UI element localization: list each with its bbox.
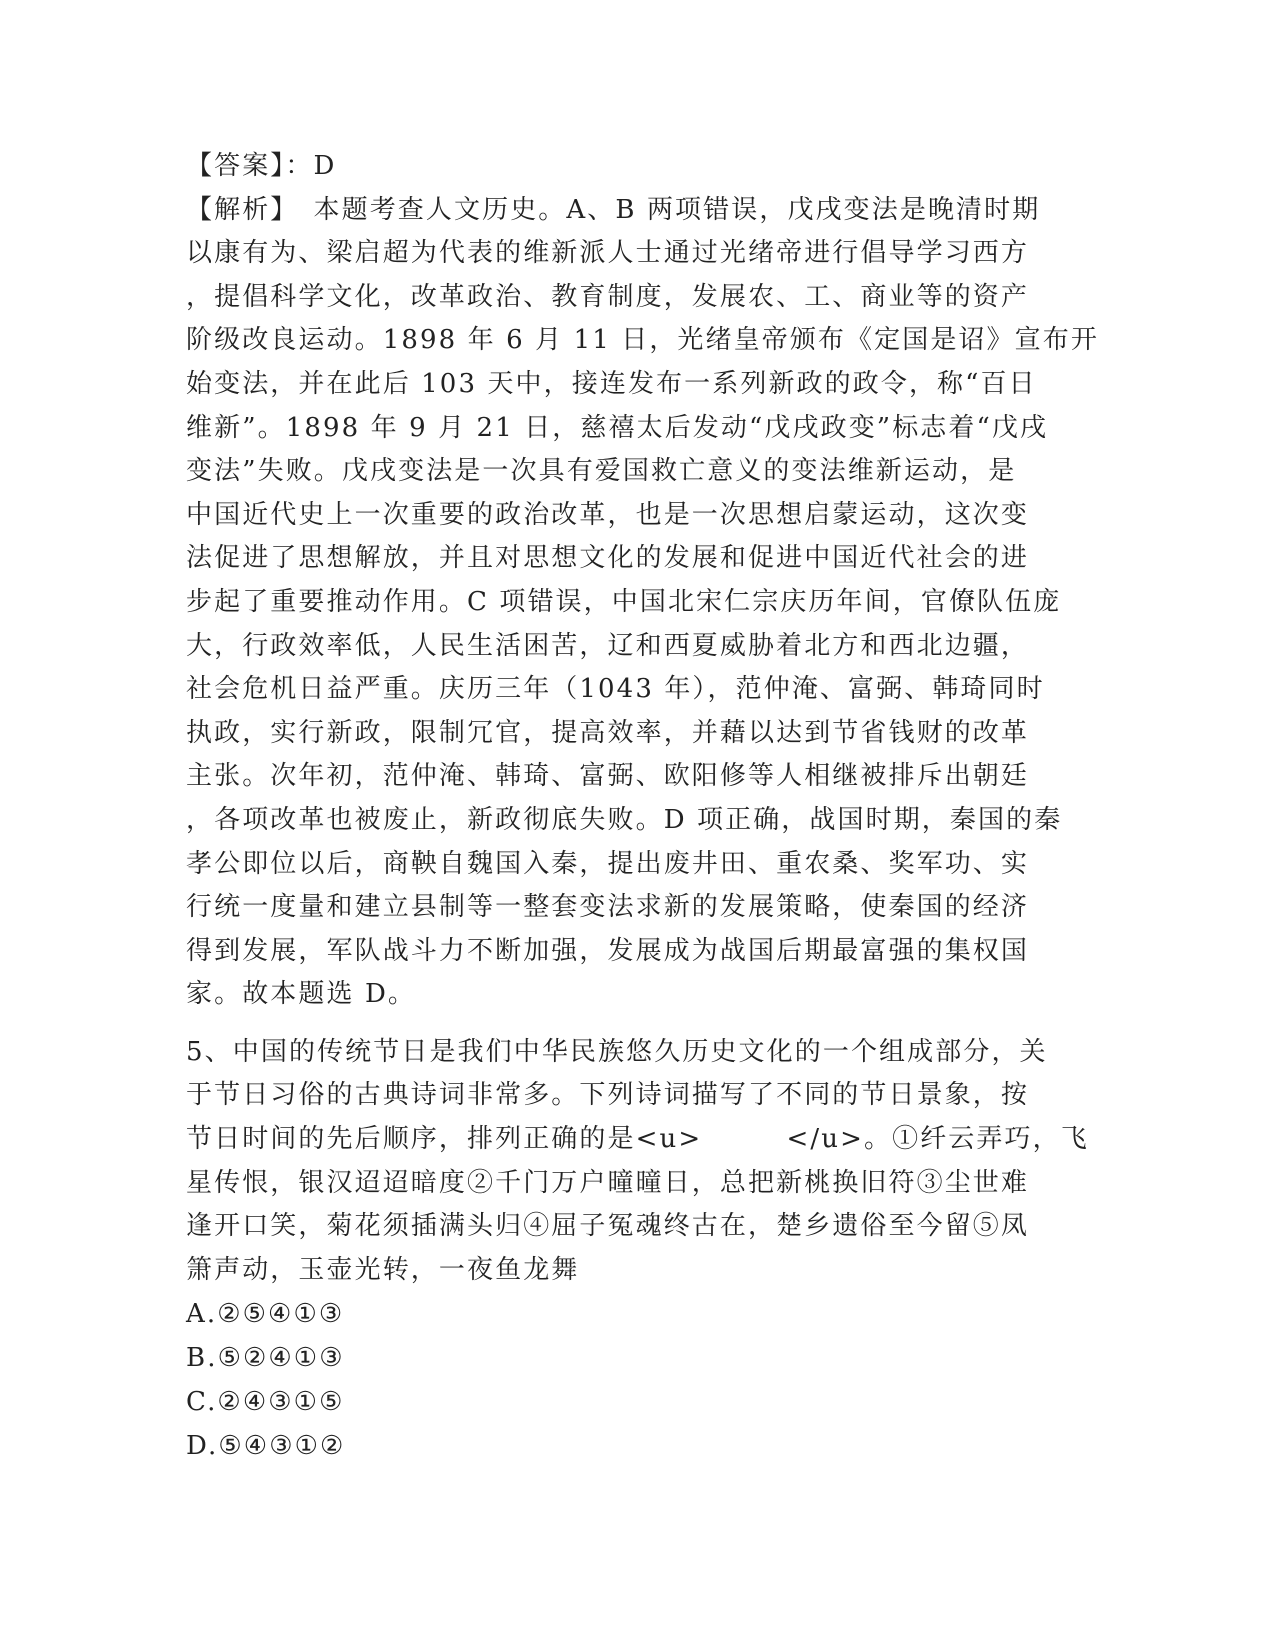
explanation-line: 家。故本题选 D。 — [186, 979, 417, 1010]
section-gap — [186, 1017, 1076, 1031]
option-d: D.⑤④③①② — [186, 1431, 346, 1462]
explanation-line: 社会危机日益严重。庆历三年（1043 年），范仲淹、富弼、韩琦同时 — [186, 674, 1045, 705]
explanation-line: 法促进了思想解放，并且对思想文化的发展和促进中国近代社会的进 — [186, 543, 1030, 574]
question-stem-line: 5、中国的传统节日是我们中华民族悠久历史文化的一个组成部分，关 — [186, 1036, 1048, 1067]
explanation-line: ，各项改革也被废止，新政彻底失败。D 项正确，战国时期，秦国的秦 — [186, 804, 1063, 835]
explanation-line: 中国近代史上一次重要的政治改革，也是一次思想启蒙运动，这次变 — [186, 499, 1030, 530]
option-c: C.②④③①⑤ — [186, 1387, 345, 1418]
explanation-line: 阶级改良运动。1898 年 6 月 11 日，光绪皇帝颁布《定国是诏》宣布开 — [186, 325, 1099, 356]
question-stem-line: 于节日习俗的古典诗词非常多。下列诗词描写了不同的节日景象，按 — [186, 1080, 1030, 1111]
question-stem-line: 星传恨，银汉迢迢暗度②千门万户曈曈日，总把新桃换旧符③尘世难 — [186, 1167, 1030, 1198]
explanation-line: ，提倡科学文化，改革政治、教育制度，发展农、工、商业等的资产 — [186, 281, 1030, 312]
option-a: A.②⑤④①③ — [186, 1299, 345, 1330]
document-page — [186, 145, 1099, 1468]
question-stem-line: 逢开口笑，菊花须插满头归④屈子冤魂终古在，楚乡遗俗至今留⑤凤 — [186, 1211, 1030, 1242]
answer-explanation — [186, 145, 1099, 1017]
question-stem-line: 节日时间的先后顺序，排列正确的是<u> </u>。①纤云弄巧，飞 — [186, 1124, 1089, 1155]
explanation-line: 始变法，并在此后 103 天中，接连发布一系列新政的政令，称“百日 — [186, 368, 1037, 399]
explanation-line: 步起了重要推动作用。C 项错误，中国北宋仁宗庆历年间，官僚队伍庞 — [186, 586, 1062, 617]
explanation-line: 行统一度量和建立县制等一整套变法求新的发展策略，使秦国的经济 — [186, 892, 1030, 923]
explanation-line: 维新”。1898 年 9 月 21 日，慈禧太后发动“戊戌政变”标志着“戊戌 — [186, 412, 1049, 443]
explanation-line: 变法”失败。戊戌变法是一次具有爱国救亡意义的变法维新运动，是 — [186, 456, 1017, 487]
question-stem-line: 箫声动，玉壶光转，一夜鱼龙舞 — [186, 1254, 580, 1285]
option-b: B.⑤②④①③ — [186, 1343, 345, 1374]
explanation-line: 以康有为、梁启超为代表的维新派人士通过光绪帝进行倡导学习西方 — [186, 238, 1030, 269]
answer-line: 【答案】：D — [186, 151, 337, 181]
explanation-line: 主张。次年初，范仲淹、韩琦、富弼、欧阳修等人相继被排斥出朝廷 — [186, 761, 1030, 792]
explanation-line: 执政，实行新政，限制冗官，提高效率，并藉以达到节省钱财的改革 — [186, 717, 1030, 748]
explanation-line: 孝公即位以后，商鞅自魏国入秦，提出废井田、重农桑、奖军功、实 — [186, 848, 1030, 879]
explanation-line: 大，行政效率低，人民生活困苦，辽和西夏威胁着北方和西北边疆， — [186, 630, 1030, 661]
explanation-line: 【解析】 本题考查人文历史。A、B 两项错误，戊戌变法是晚清时期 — [186, 194, 1041, 225]
question-5 — [186, 1031, 1089, 1469]
explanation-line: 得到发展，军队战斗力不断加强，发展成为战国后期最富强的集权国 — [186, 935, 1030, 966]
